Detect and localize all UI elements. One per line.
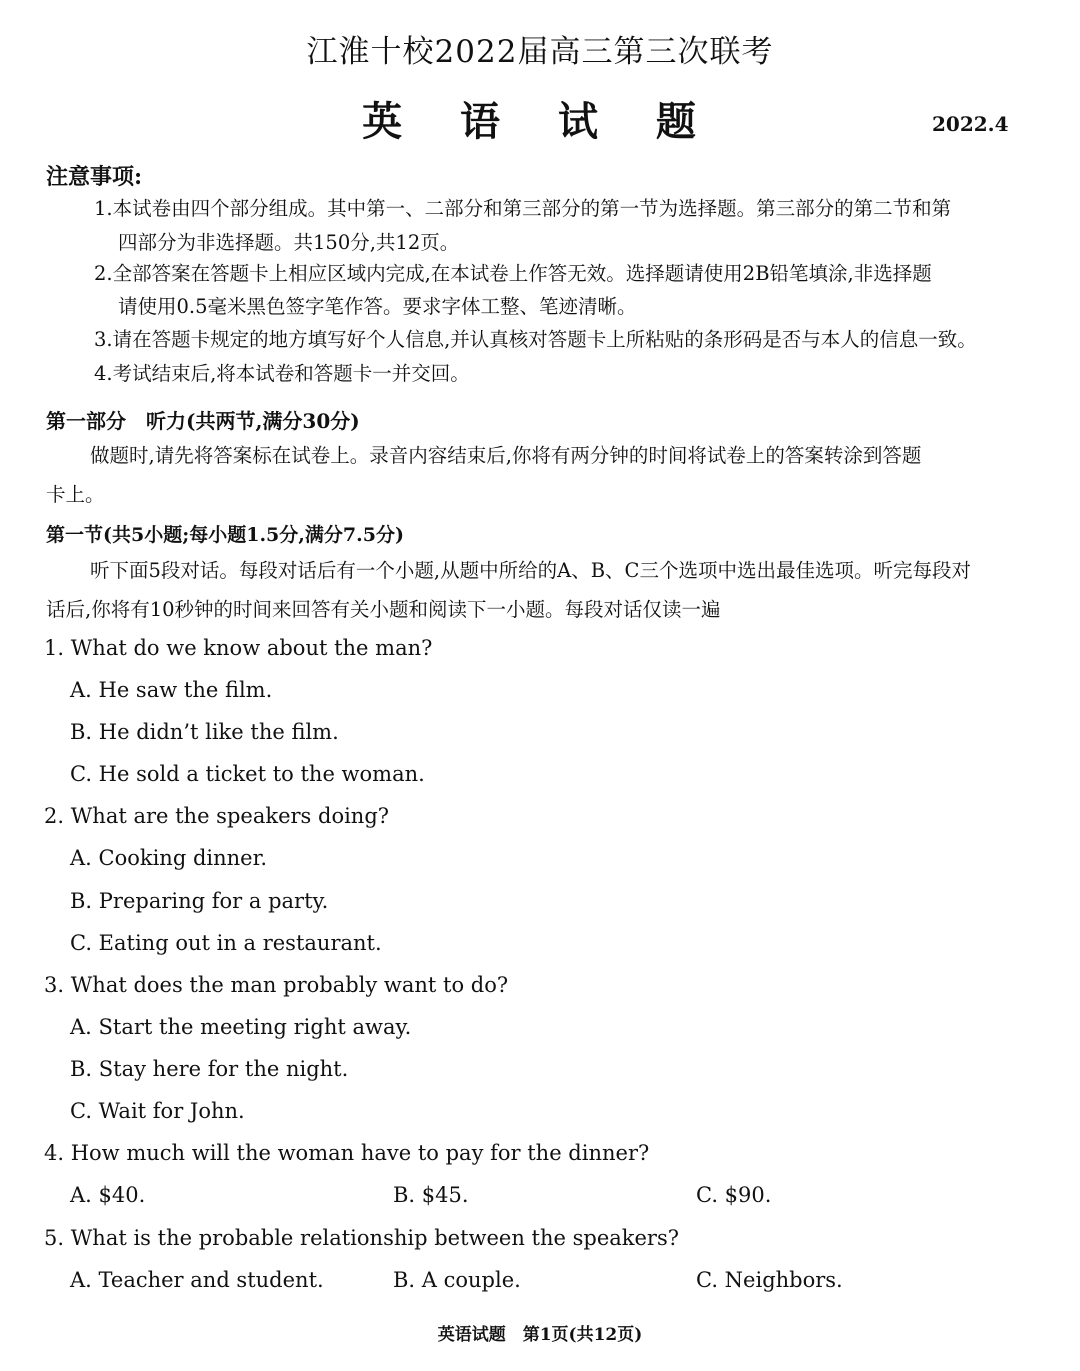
notice-item-3: 3.请在答题卡规定的地方填写好个人信息,并认真核对答题卡上所粘贴的条形码是否与本人的信息一致。 [94, 328, 977, 351]
notice-item-1-line-1: 1.本试卷由四个部分组成。其中第一、二部分和第三部分的第一节为选择题。第三部分的第二节和第 [94, 197, 952, 220]
question-2-option-b: B. Preparing for a party. [70, 889, 329, 913]
section-1-intro-line-1: 听下面5段对话。每段对话后有一个小题,从题中所给的A、B、C三个选项中选出最佳选项。听完每段对 [90, 559, 971, 582]
notice-item-2-line-1: 2.全部答案在答题卡上相应区域内完成,在本试卷上作答无效。选择题请使用2B铅笔填涂,非选择题 [94, 262, 932, 285]
part-1-intro-line-1: 做题时,请先将答案标在试卷上。录音内容结束后,你将有两分钟的时间将试卷上的答案转涂到答题 [90, 444, 922, 467]
question-4-stem: 4. How much will the woman have to pay for the dinner? [44, 1141, 650, 1165]
subject-title: 英 语 试 题 [362, 98, 718, 145]
question-3-option-a: A. Start the meeting right away. [70, 1015, 412, 1039]
notice-item-4: 4.考试结束后,将本试卷和答题卡一并交回。 [94, 362, 470, 385]
question-3-stem: 3. What does the man probably want to do? [44, 973, 509, 997]
section-1-heading: 第一节(共5小题;每小题1.5分,满分7.5分) [46, 524, 404, 546]
question-2-option-a: A. Cooking dinner. [70, 846, 267, 870]
question-1-option-c: C. He sold a ticket to the woman. [70, 762, 425, 786]
question-1-option-b: B. He didn’t like the film. [70, 720, 339, 744]
question-3-option-b: B. Stay here for the night. [70, 1057, 349, 1081]
part-1-intro-line-2: 卡上。 [46, 483, 105, 506]
question-4-option-b: B. $45. [393, 1183, 469, 1207]
section-1-intro-line-2: 话后,你将有10秒钟的时间来回答有关小题和阅读下一小题。每段对话仅读一遍 [46, 598, 721, 621]
question-4-option-a: A. $40. [70, 1183, 146, 1207]
question-4-option-c: C. $90. [696, 1183, 772, 1207]
page-footer: 英语试题 第1页(共12页) [437, 1325, 643, 1345]
question-1-stem: 1. What do we know about the man? [44, 636, 433, 660]
exam-name: 江淮十校2022届高三第三次联考 [306, 34, 774, 70]
question-3-option-c: C. Wait for John. [70, 1099, 245, 1123]
question-5-stem: 5. What is the probable relationship between the speakers? [44, 1226, 680, 1250]
notice-item-1-line-2: 四部分为非选择题。共150分,共12页。 [118, 231, 460, 254]
question-5-option-a: A. Teacher and student. [70, 1268, 324, 1292]
notice-item-2-line-2: 请使用0.5毫米黑色签字笔作答。要求字体工整、笔迹清晰。 [118, 295, 637, 318]
exam-date: 2022.4 [932, 112, 1009, 136]
part-1-heading: 第一部分 听力(共两节,满分30分) [46, 409, 360, 433]
notice-heading: 注意事项: [46, 164, 143, 190]
question-5-option-c: C. Neighbors. [696, 1268, 843, 1292]
question-2-option-c: C. Eating out in a restaurant. [70, 931, 382, 955]
question-1-option-a: A. He saw the film. [70, 678, 273, 702]
question-2-stem: 2. What are the speakers doing? [44, 804, 390, 828]
question-5-option-b: B. A couple. [393, 1268, 521, 1292]
